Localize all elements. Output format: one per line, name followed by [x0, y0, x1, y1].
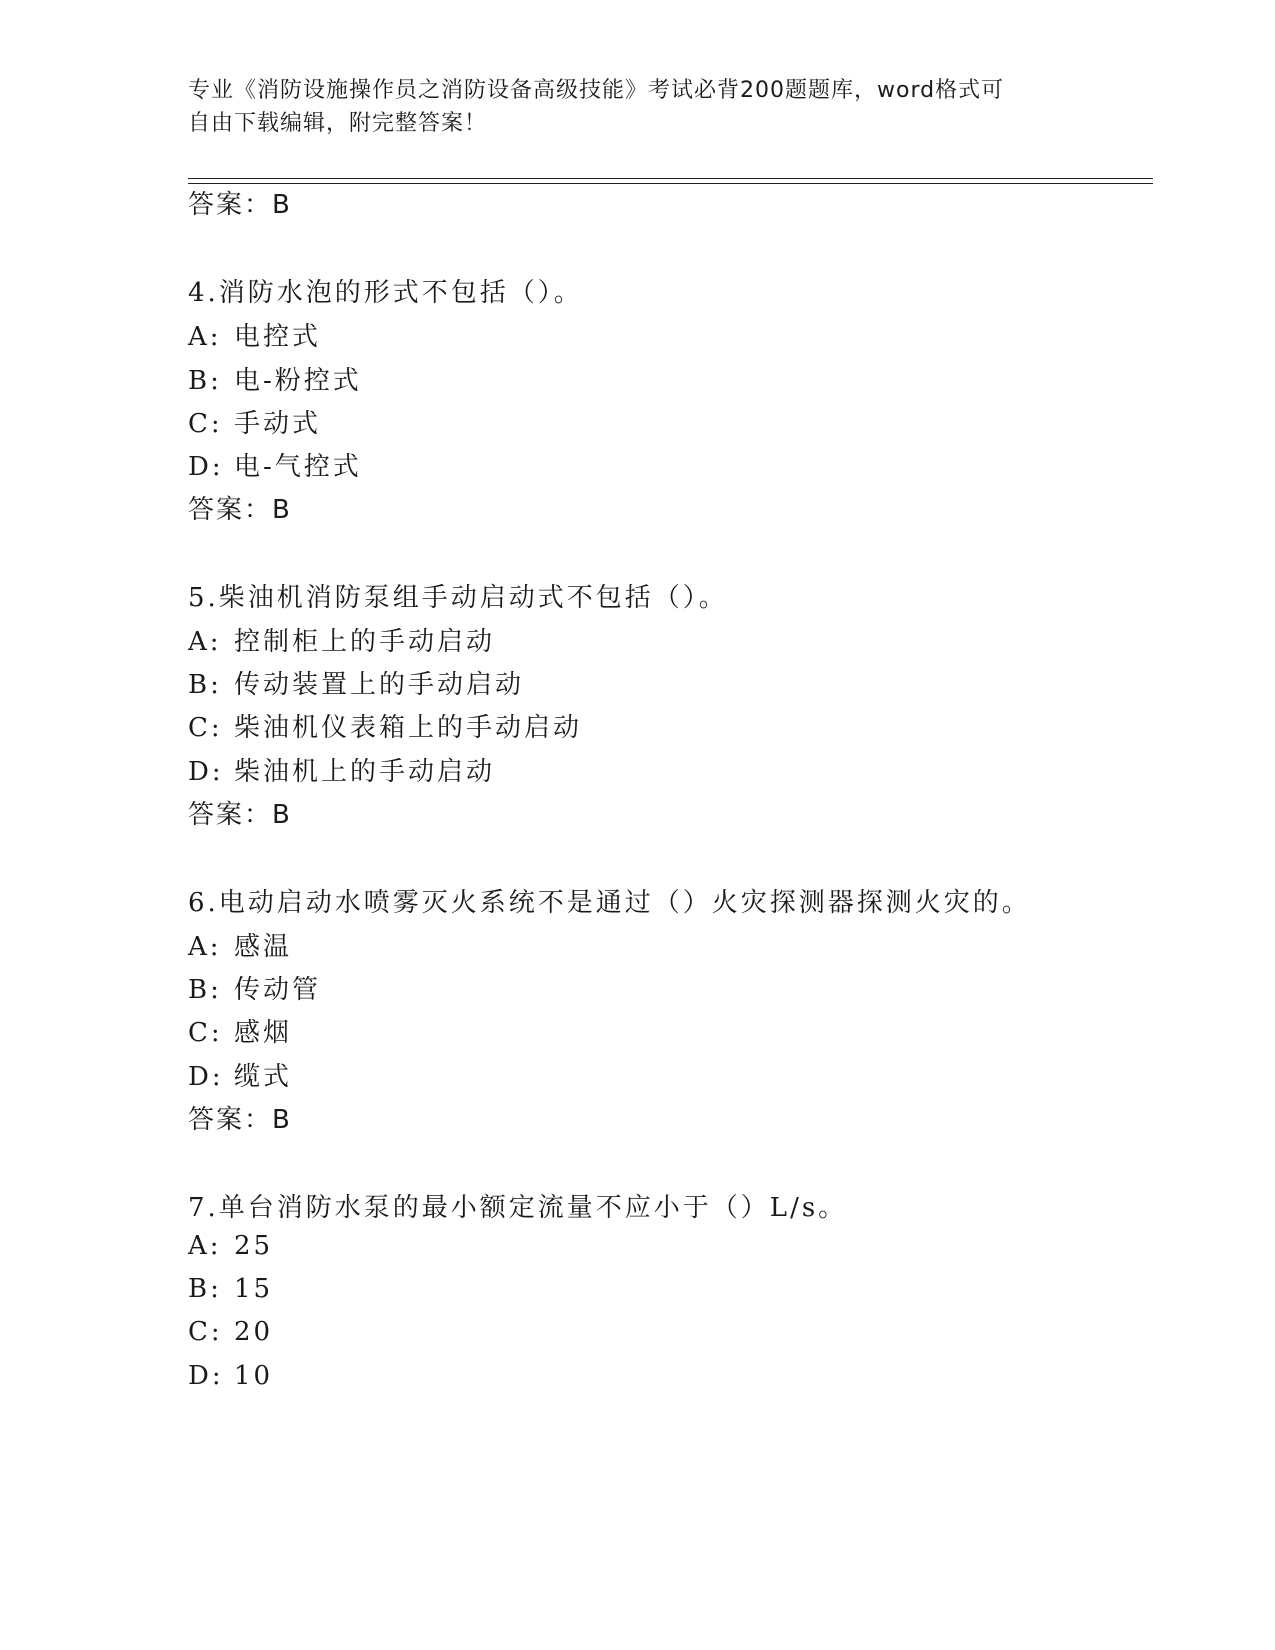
option-a: A: 控制柜上的手动启动: [188, 627, 496, 657]
option-c: C: 感烟: [188, 1018, 293, 1048]
answer-line: 答案：B: [188, 800, 292, 830]
option-b: B: 电-粉控式: [188, 366, 362, 396]
header-divider-bottom: [188, 183, 1153, 184]
option-d: D: 电-气控式: [188, 452, 362, 482]
answer-line: 答案：B: [188, 190, 292, 220]
question-stem: 6.电动启动水喷雾灭火系统不是通过（）火灾探测器探测火灾的。: [188, 888, 1031, 918]
answer-line: 答案：B: [188, 1105, 292, 1135]
option-a: A: 25: [188, 1231, 274, 1261]
header-line-2: 自由下载编辑，附完整答案！: [188, 111, 488, 136]
question-stem: 5.柴油机消防泵组手动启动式不包括（）。: [188, 583, 728, 613]
option-d: D: 柴油机上的手动启动: [188, 757, 496, 787]
option-b: B: 传动管: [188, 975, 322, 1005]
option-d: D: 缆式: [188, 1062, 293, 1092]
option-d: D: 10: [188, 1361, 274, 1391]
option-b: B: 传动装置上的手动启动: [188, 670, 525, 700]
option-a: A: 感温: [188, 932, 293, 962]
question-stem: 7.单台消防水泵的最小额定流量不应小于（）L/s。: [188, 1193, 848, 1223]
question-stem: 4.消防水泡的形式不包括（）。: [188, 278, 583, 308]
option-c: C: 20: [188, 1317, 274, 1347]
option-c: C: 手动式: [188, 409, 322, 439]
option-c: C: 柴油机仪表箱上的手动启动: [188, 713, 583, 743]
document-header: [188, 74, 1088, 140]
answer-line: 答案：B: [188, 495, 292, 525]
header-line-1: 专业《消防设施操作员之消防设备高级技能》考试必背200题题库，word格式可: [188, 78, 1005, 103]
option-b: B: 15: [188, 1274, 274, 1304]
option-a: A: 电控式: [188, 322, 322, 352]
header-divider-top: [188, 178, 1153, 179]
